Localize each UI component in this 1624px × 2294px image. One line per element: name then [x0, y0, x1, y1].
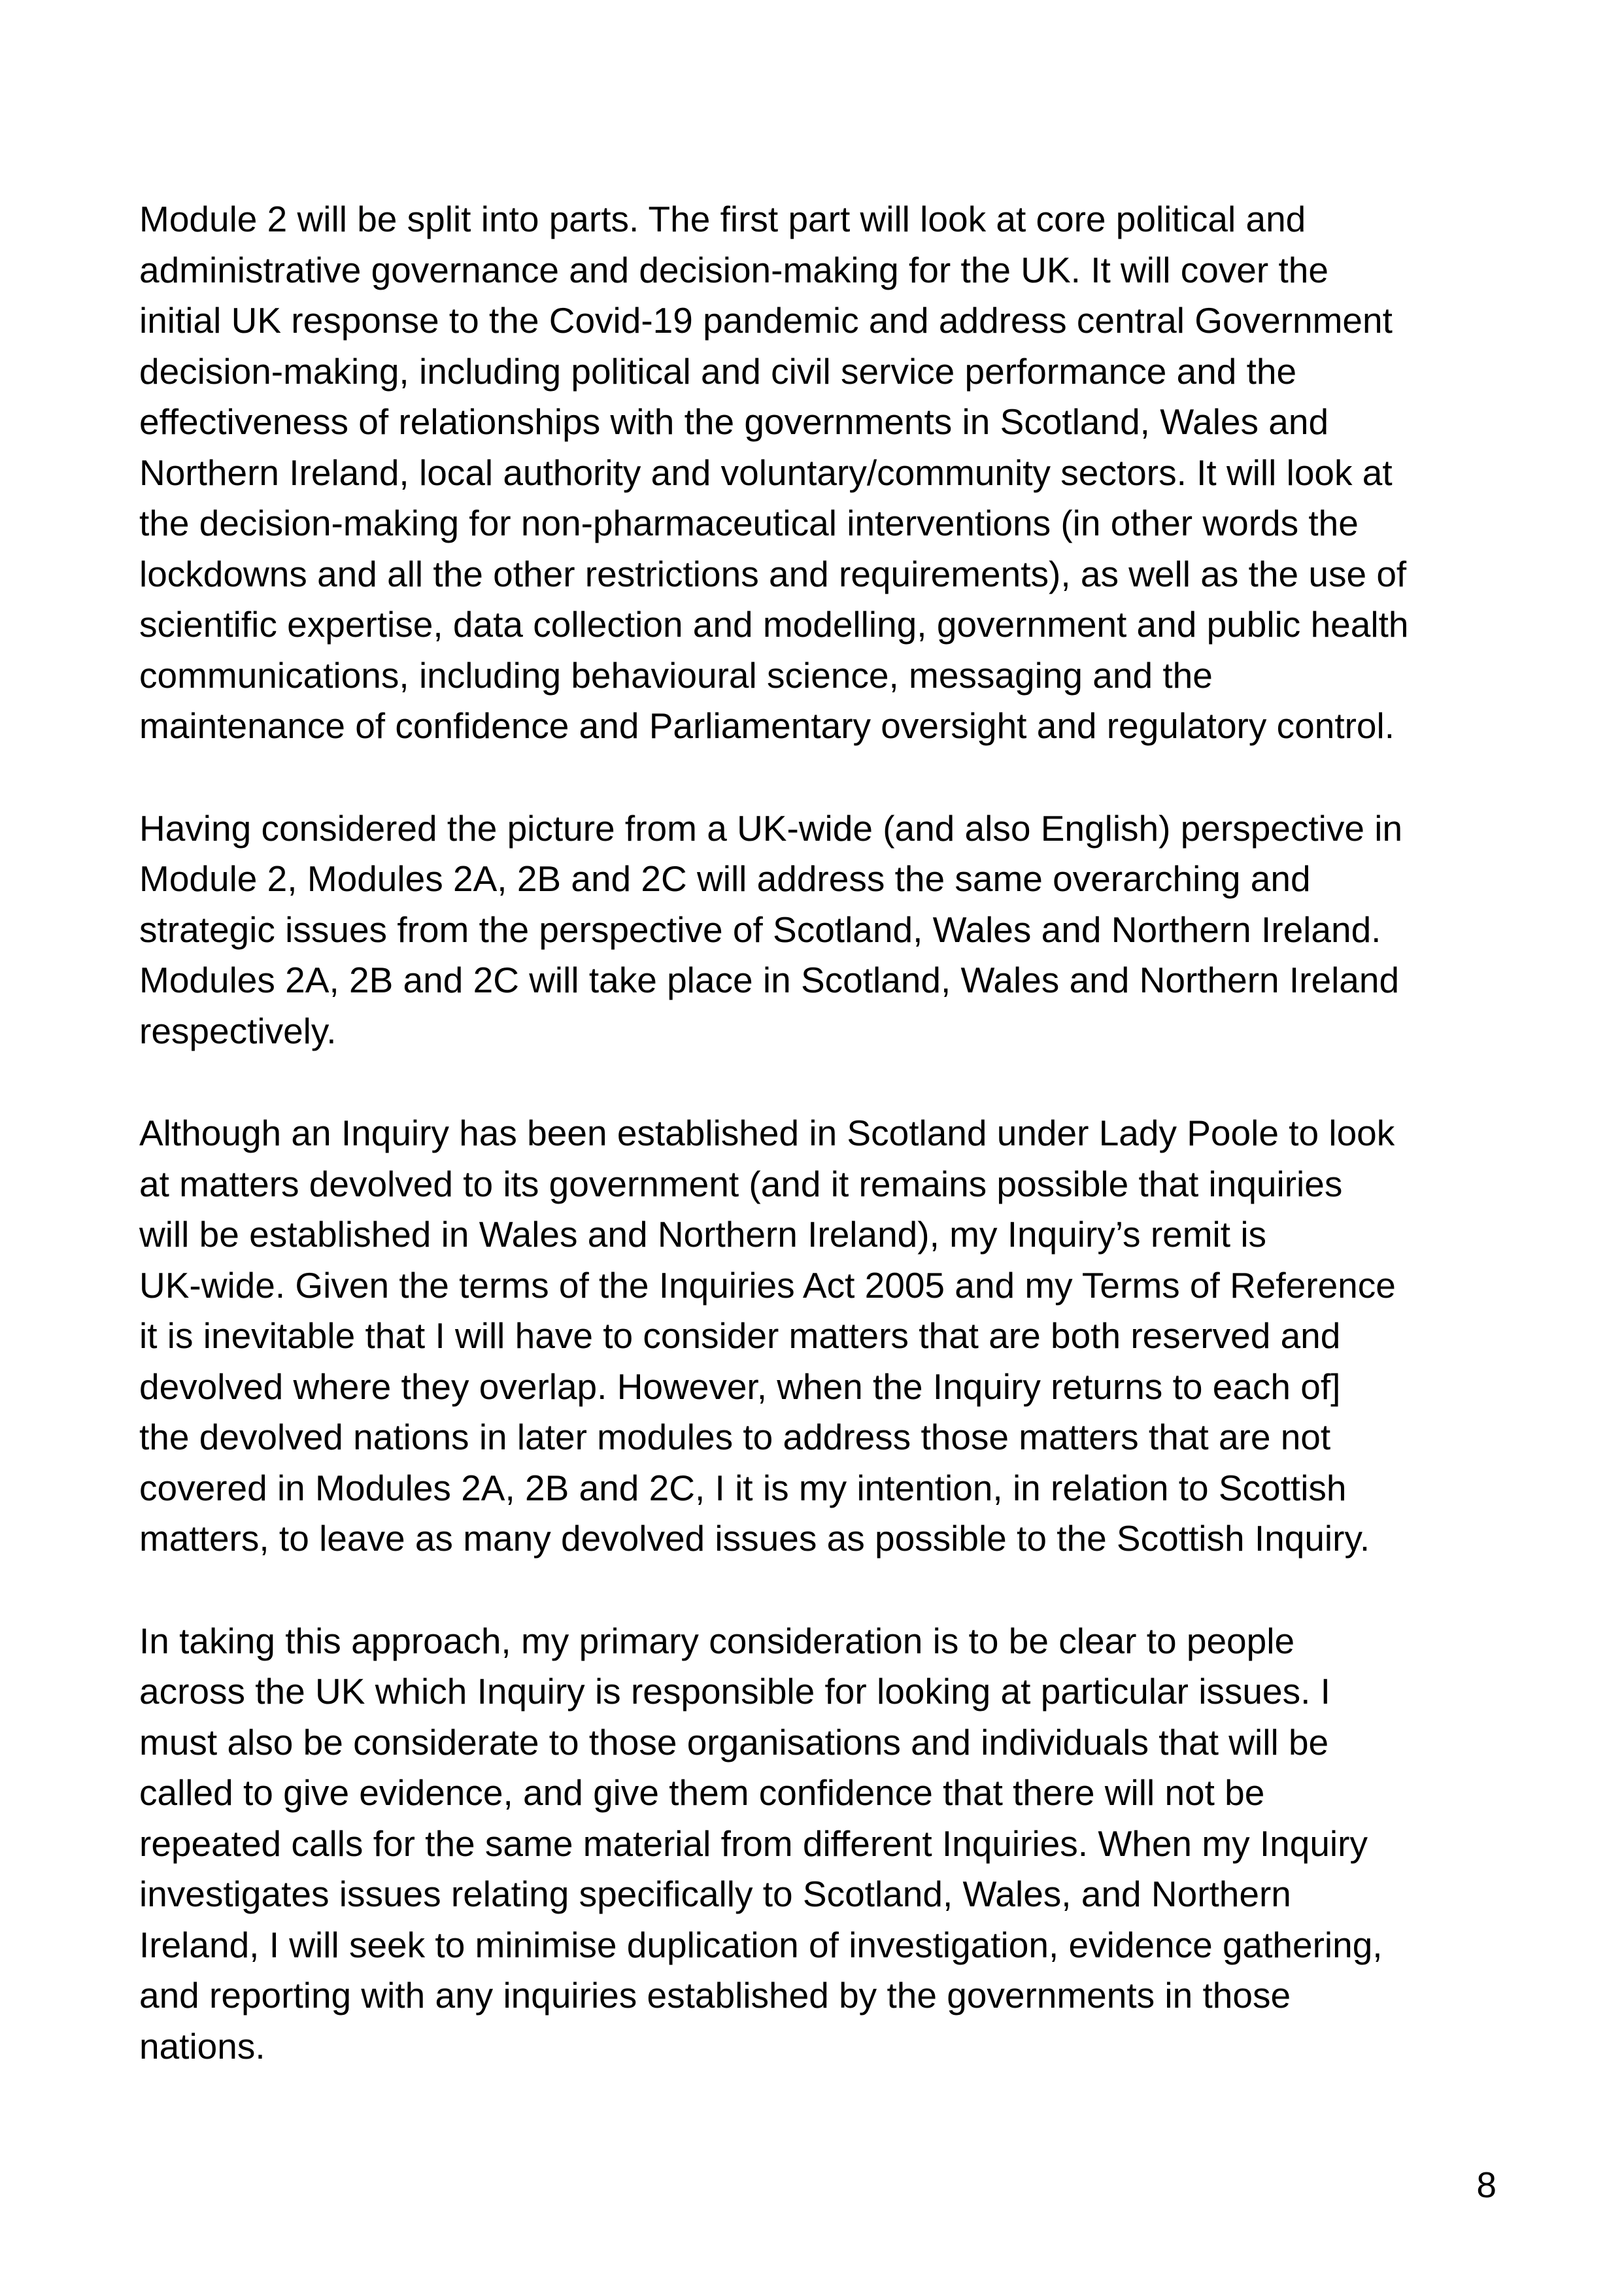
body-text [139, 194, 1512, 2072]
paragraph-modules-2a-2b-2c: Having considered the picture from a UK-wide (and also English) perspective in Module 2, Modules 2A, 2B and 2C will address the same overarching and strategic issues from the perspective of Scotland, Wales and Northern Ireland. Modules 2A, 2B and 2C will take place in Scotland, Wales and Northern Ireland respectively. [139, 807, 1403, 1051]
paragraph-module-2-scope: Module 2 will be split into parts. The first part will look at core political and administrative governance and decision-making for the UK. It will cover the initial UK response to the Covid-19 pandemic and address central Government decision-making, including political and civil service performance and the effectiveness of relationships with the governments in Scotland, Wales and Northern Ireland, local authority and voluntary/community sectors. It will look at the decision-making for non-pharmaceutical interventions (in other words the lockdowns and all the other restrictions and requirements), as well as the use of scientific expertise, data collection and modelling, government and public health communications, including behavioural science, messaging and the maintenance of confidence and Parliamentary oversight and regulatory control. [139, 199, 1409, 746]
paragraph-approach: In taking this approach, my primary consideration is to be clear to people across the UK which Inquiry is responsible for looking at particular issues. I must also be considerate to those organisations and individuals that will be called to give evidence, and give them confidence that there will not be repeated calls for the same material from different Inquiries. When my Inquiry investigates issues relating specifically to Scotland, Wales, and Northern Ireland, I will seek to minimise duplication of investigation, evidence gathering, and reporting with any inquiries established by the governments in those nations. [139, 1620, 1383, 2066]
paragraph-scottish-inquiry: Although an Inquiry has been established in Scotland under Lady Poole to look at matters devolved to its government (and it remains possible that inquiries will be established in Wales and Northern Ireland), my Inquiry’s remit is UK-wide. Given the terms of the Inquiries Act 2005 and my Terms of Reference it is inevitable that I will have to consider matters that are both reserved and devolved where they overlap. However, when the Inquiry returns to each of] the devolved nations in later modules to address those matters that are not covered in Modules 2A, 2B and 2C, I it is my intention, in relation to Scottish matters, to leave as many devolved issues as possible to the Scottish Inquiry. [139, 1113, 1396, 1559]
page-number: 8 [1476, 2165, 1497, 2205]
